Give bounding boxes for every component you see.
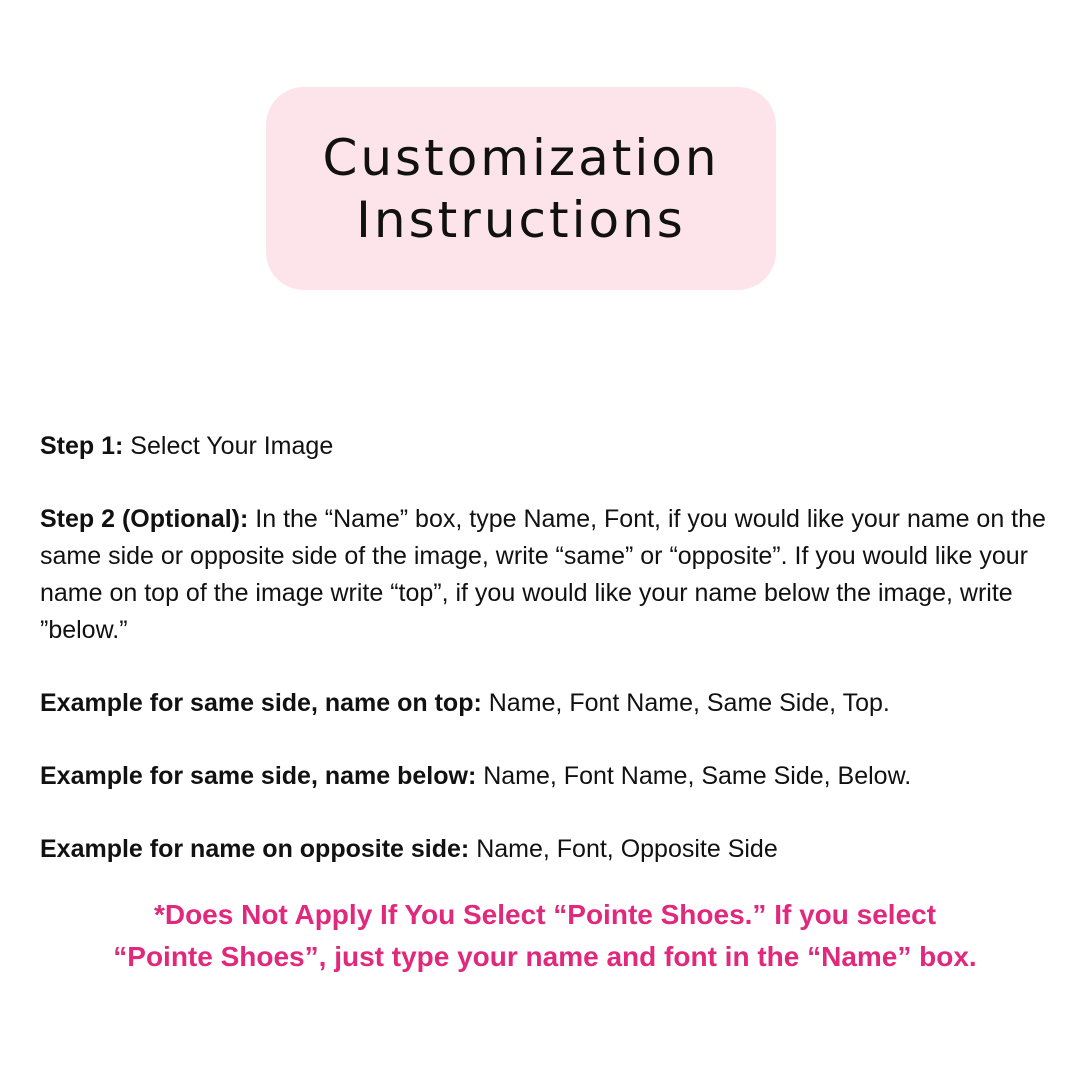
step-text: Name, Font, Opposite Side [469,835,778,863]
step-1 [40,428,1050,465]
title-line-1: Customization [322,128,720,187]
step-label: Example for same side, name on top: [40,689,482,717]
step-2 [40,501,1050,649]
example-same-side-below [40,758,1050,795]
step-text: Name, Font Name, Same Side, Top. [481,689,890,717]
step-text: In the “Name” box, type Name, Font, if you would like your name on the same side or opposite side of the image, write “same” or “opposite”. If you would like your name on top of the image write “top”, if you would like your name below the image, write ”below.” [40,505,1046,644]
step-label: Step 1: [40,432,124,460]
instructions-list [40,428,1050,904]
example-opposite-side [40,831,1050,868]
note-line-1: *Does Not Apply If You Select “Pointe Shoes.” If you select [153,899,937,930]
step-label: Step 2 (Optional): [40,505,249,533]
title-line-2: Instructions [356,190,686,249]
example-same-side-top [40,685,1050,722]
step-label: Example for name on opposite side: [40,835,470,863]
pointe-shoes-note [30,894,1060,978]
note-line-2: “Pointe Shoes”, just type your name and font in the “Name” box. [113,941,977,972]
step-text: Name, Font Name, Same Side, Below. [476,762,912,790]
step-text: Select Your Image [123,432,334,460]
step-label: Example for same side, name below: [40,762,477,790]
title-box [266,87,776,290]
